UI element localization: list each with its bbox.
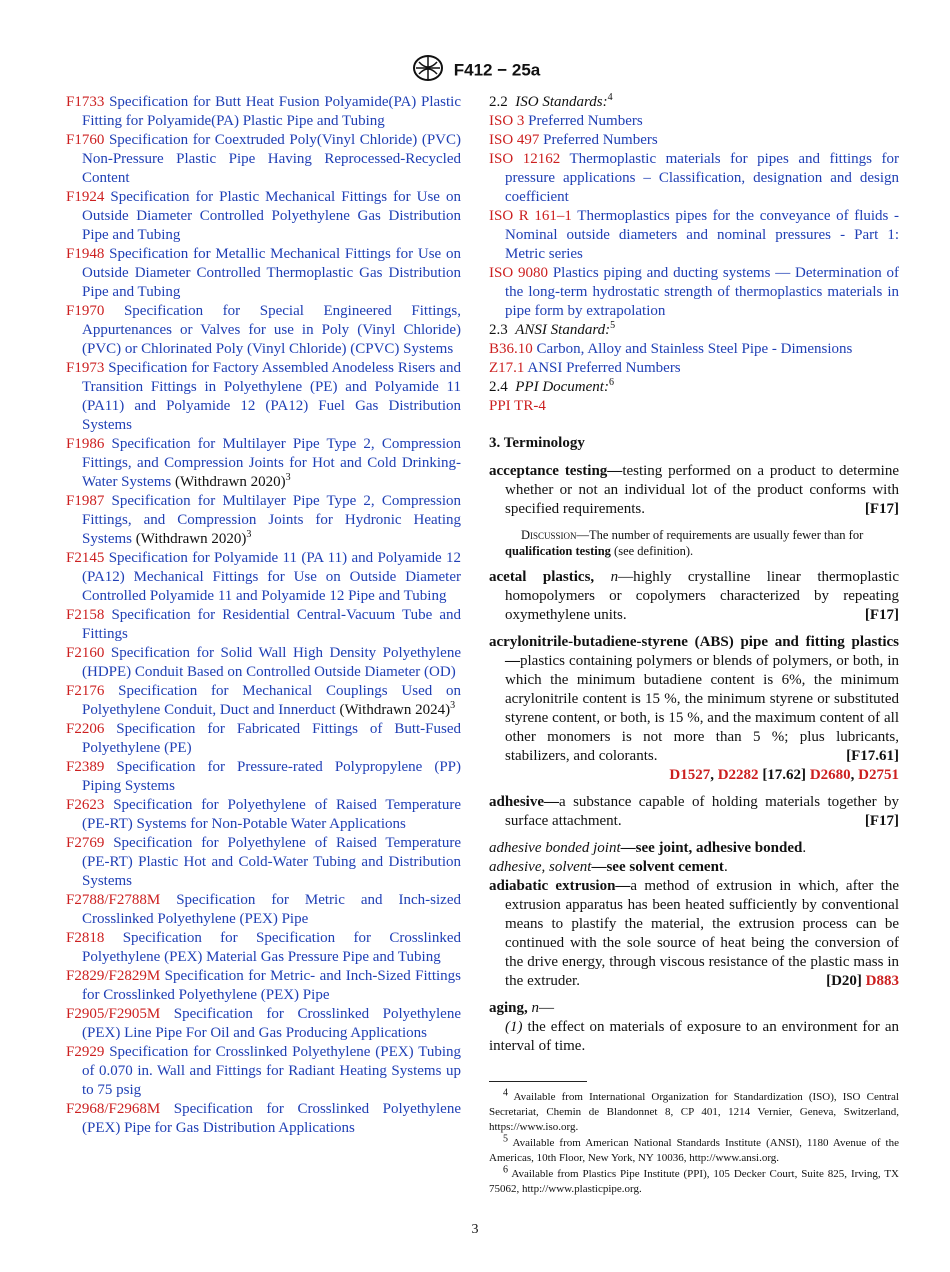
reference-title-link[interactable]: Preferred Numbers (543, 132, 658, 148)
reference-code-link[interactable]: F2158 (66, 607, 105, 623)
document-designation: F412 − 25a (453, 60, 541, 80)
reference-title-link[interactable]: Specification for Special Engineered Fittings, Appurtenances or Valves for use in Poly (Vinyl Chloride) (PVC) or Chlorinated Poly (Vinyl Chloride) (CPVC) Systems (82, 303, 461, 357)
reference-code-link[interactable]: F2968/F2968M (66, 1101, 161, 1117)
footnote-number: 4 (503, 1087, 508, 1099)
iso-reference-list (489, 112, 899, 321)
reference-code-link[interactable]: F1733 (66, 94, 105, 110)
term-adhesive: adhesive—a substance capable of holding materials together by surface attachment. [F17] (489, 794, 899, 829)
reference-title-link[interactable]: Specification for Plastic Mechanical Fittings for Use on Outside Diameter Controlled Polyethylene Gas Distribution Pipe and Tubing (82, 189, 462, 243)
reference-title-link[interactable]: Specification for Crosslinked Polyethylene (PEX) Pipe for Gas Distribution Applications (82, 1101, 461, 1136)
reference-entry (66, 967, 461, 1005)
terminology-heading: 3. Terminology (489, 435, 585, 451)
reference-entry (489, 264, 899, 321)
reference-entry (489, 112, 899, 131)
term-abs-pipe: acrylonitrile-butadiene-styrene (ABS) pipe and fitting plastics —plastics containing polymers or blends of polymers, or both, in which the minimum butadiene content is 6%, the minimum acrylonitrile content is 15 %, the minimum styrene or substituted styrene content, or both, is 15 %, and the maximum content of all other monomers is not more than 5 %; plus lubricants, stabilizers, and colorants. [F17.61] (489, 634, 899, 764)
reference-entry (66, 93, 461, 131)
reference-title-link[interactable]: Specification for Residential Central-Vacuum Tube and Fittings (82, 607, 461, 642)
reference-title-link[interactable]: Specification for Pressure-rated Polypropylene (PP) Piping Systems (82, 759, 461, 794)
reference-entry (489, 359, 899, 378)
reference-entry (489, 131, 899, 150)
reference-code-link[interactable]: F2206 (66, 721, 105, 737)
term-adhesive-solvent: adhesive, solvent—see solvent cement. (489, 859, 728, 875)
reference-title-link[interactable]: Specification for Butt Heat Fusion Polyamide(PA) Plastic Fitting for Polyamide(PA) Plastic Pipe and Tubing (82, 94, 462, 129)
ansi-reference-list (489, 340, 899, 378)
reference-code-link[interactable]: ISO 9080 (489, 265, 548, 281)
reference-title-link[interactable]: Plastics piping and ducting systems — Determination of the long-term hydrostatic strength of thermoplastics materials in pipe form by extrapolation (505, 265, 900, 319)
footnote-marker: 3 (246, 529, 252, 540)
committee-tag: [F17] (864, 607, 899, 623)
withdrawn-note: (Withdrawn 2020) (135, 531, 247, 547)
withdrawn-note: (Withdrawn 2024) (339, 702, 451, 718)
reference-code-link[interactable]: ISO 3 (489, 113, 525, 129)
reference-entry (66, 682, 461, 720)
footnote (489, 1164, 899, 1197)
reference-code-link[interactable]: F2829/F2829M (66, 968, 161, 984)
footnote (489, 1087, 899, 1135)
reference-code-link[interactable]: ISO 12162 (489, 151, 561, 167)
reference-code-link[interactable]: F2176 (66, 683, 105, 699)
ppi-section-heading: 2.4 PPI Document:$^6$ (489, 377, 614, 395)
reference-code-link[interactable]: F1987 (66, 493, 105, 509)
committee-tag: [F17] (864, 501, 899, 517)
footnote-text: Available from American National Standards Institute (ANSI), 1180 Avenue of the Americas, 10th Floor, New York, NY 10036, http://www.ansi.org. (489, 1137, 899, 1164)
reference-code-link[interactable]: F1973 (66, 360, 105, 376)
reference-title-link[interactable]: Carbon, Alloy and Stainless Steel Pipe - Dimensions (536, 341, 853, 357)
footnote-text: Available from International Organization for Standardization (ISO), ISO Central Secretariat, Chemin de Blandonnet 8, CP 401, 1214 Vernier, Geneva, Switzerland, https://www.iso.org. (489, 1091, 899, 1133)
footnotes (489, 1087, 899, 1198)
reference-code-link[interactable]: F1948 (66, 246, 105, 262)
reference-code-link[interactable]: PPI TR-4 (489, 398, 546, 414)
reference-entry (489, 340, 899, 359)
reference-code-link[interactable]: ISO 497 (489, 132, 540, 148)
reference-title-link[interactable]: Specification for Metric and Inch-sized Crosslinked Polyethylene (PEX) Pipe (82, 892, 461, 927)
footnote-marker: 3 (285, 472, 291, 483)
page-header (0, 54, 950, 87)
reference-code-link[interactable]: F1986 (66, 436, 105, 452)
ppi-reference (489, 397, 899, 416)
reference-code-link[interactable]: Z17.1 (489, 360, 525, 376)
iso-section-heading: 2.2 ISO Standards:$^4$ (489, 92, 613, 110)
reference-entry (66, 302, 461, 359)
reference-title-link[interactable]: Specification for Mechanical Couplings Used on Polyethylene Conduit, Duct and Innerduct (82, 683, 461, 718)
committee-tag: [F17] (864, 813, 899, 829)
reference-title-link[interactable]: Specification for Polyethylene of Raised Temperature (PE-RT) Plastic Hot and Cold-Water Tubing and Distribution Systems (82, 835, 462, 889)
reference-entry (66, 549, 461, 606)
reference-title-link[interactable]: Specification for Polyamide 11 (PA 11) and Polyamide 12 (PA12) Mechanical Fittings for Use on Outside Diameter Controlled Polyamide 11 and Polyamide 12 Pipe and Tubing (82, 550, 461, 604)
reference-entry (66, 1005, 461, 1043)
reference-code-link[interactable]: F2145 (66, 550, 105, 566)
reference-title-link[interactable]: Specification for Multilayer Pipe Type 2, Compression Fittings, and Compression Joints for Hot and Cold Drinking-Water Systems (82, 436, 461, 490)
term-adiabatic-extrusion: adiabatic extrusion—a method of extrusion in which, after the extrusion apparatus has been heated sufficiently by conventional means to plastify the material, the extrusion process can be continued with the sole source of heat being the conversion of the drive energy, through viscous resistance of the plastic mass in the extruder. [D20] D883 (489, 878, 899, 989)
reference-entry (66, 834, 461, 891)
reference-entry (66, 929, 461, 967)
term-aging: aging, n— (489, 1000, 555, 1016)
reference-code-link[interactable]: F2623 (66, 797, 105, 813)
reference-title-link[interactable]: Specification for Metric- and Inch-Sized Fittings for Crosslinked Polyethylene (PEX) Pipe (82, 968, 461, 1003)
reference-title-link[interactable]: Specification for Specification for Crosslinked Polyethylene (PEX) Material Gas Pressure Pipe and Tubing (82, 930, 461, 965)
reference-entry (66, 796, 461, 834)
discussion-note: Discussion—The number of requirements are usually fewer than for qualification testing (see definition). (505, 528, 864, 558)
reference-entry (66, 492, 461, 549)
term-acetal-plastics: acetal plastics, n—highly crystalline linear thermoplastic homopolymers or copolymers characterized by repeating oxymethylene units. [F17] (489, 569, 900, 623)
reference-code-link[interactable]: B36.10 (489, 341, 533, 357)
reference-code-link[interactable]: D1527 (669, 767, 711, 783)
left-column (66, 93, 461, 1138)
footnote-divider (489, 1081, 587, 1082)
reference-title-link[interactable]: Specification for Metallic Mechanical Fittings for Use on Outside Diameter Controlled Thermoplastic Gas Distribution Pipe and Tubing (82, 246, 461, 300)
footnote-number: 6 (503, 1164, 508, 1176)
reference-code-link[interactable]: F1760 (66, 132, 105, 148)
footnote-marker: 3 (450, 700, 456, 711)
footnote (489, 1133, 899, 1166)
reference-entry (66, 606, 461, 644)
term-adhesive-bonded-joint: adhesive bonded joint—see joint, adhesive bonded. (489, 840, 807, 856)
abs-references: D1527, D2282 [17.62] D2680, D2751 (669, 767, 899, 783)
reference-entry (66, 891, 461, 929)
reference-code-link[interactable]: D2680 (809, 767, 851, 783)
astm-logo-icon (410, 54, 446, 87)
reference-entry (66, 720, 461, 758)
reference-entry (66, 131, 461, 188)
reference-title-link[interactable]: Specification for Crosslinked Polyethylene (PEX) Line Pipe For Oil and Gas Producing Applications (82, 1006, 461, 1041)
reference-entry (489, 207, 899, 264)
reference-title-link[interactable]: Specification for Solid Wall High Density Polyethylene (HDPE) Conduit Based on Controlled Outside Diameter (OD) (82, 645, 462, 680)
footnote-number: 5 (503, 1133, 508, 1145)
reference-code-link[interactable]: F2929 (66, 1044, 105, 1060)
reference-code-link[interactable]: F2788/F2788M (66, 892, 161, 908)
reference-code-link[interactable]: D883 (865, 973, 899, 989)
reference-code-link[interactable]: F1970 (66, 303, 105, 319)
reference-code-link[interactable]: F2818 (66, 930, 105, 946)
reference-title-link[interactable]: Specification for Factory Assembled Anodeless Risers and Transition Fittings in Polyethylene (PE) and Polyamide 11 (PA11) and Polyamide 12 (PA12) Fuel Gas Distribution Systems (82, 360, 461, 433)
reference-code-link[interactable]: F2769 (66, 835, 105, 851)
withdrawn-note: (Withdrawn 2020) (174, 474, 286, 490)
aging-definition-1: (1) the effect on materials of exposure to an environment for an interval of time. (489, 1019, 900, 1054)
term-acceptance-testing: acceptance testing—testing performed on a product to determine whether or not an individual lot of the product conforms with specified requirements. [F17] (489, 463, 899, 517)
reference-title-link[interactable]: Thermoplastics pipes for the conveyance of fluids - Nominal outside diameters and nominal pressures - Part 1: Metric series (505, 208, 900, 262)
reference-title-link[interactable]: Specification for Coextruded Poly(Vinyl Chloride) (PVC) Non-Pressure Plastic Pipe Having Reprocessed-Recycled Content (82, 132, 462, 186)
committee-tag: [D20] D883 (826, 973, 899, 989)
reference-entry (66, 359, 461, 435)
reference-code-link[interactable]: F2160 (66, 645, 105, 661)
reference-code-link[interactable]: D2751 (858, 767, 899, 783)
committee-tag: [F17.61] (846, 748, 899, 764)
reference-entry (66, 644, 461, 682)
reference-code-link[interactable]: F1924 (66, 189, 105, 205)
reference-entry (66, 1043, 461, 1100)
reference-code-link[interactable]: ISO R 161–1 (489, 208, 572, 224)
right-column (489, 93, 899, 1056)
reference-title-link[interactable]: Specification for Crosslinked Polyethylene (PEX) Tubing of 0.070 in. Wall and Fittings for Radiant Heating Systems up to 75 psig (82, 1044, 462, 1098)
reference-code-link[interactable]: F2905/F2905M (66, 1006, 161, 1022)
reference-entry (489, 150, 899, 207)
reference-title-link[interactable]: Specification for Fabricated Fittings of Butt-Fused Polyethylene (PE) (82, 721, 461, 756)
reference-title-link[interactable]: Thermoplastic materials for pipes and fittings for pressure applications – Classification, designation and design coefficient (505, 151, 900, 205)
reference-code-link[interactable]: D2282 (717, 767, 759, 783)
reference-entry (66, 435, 461, 492)
reference-code-link[interactable]: F2389 (66, 759, 105, 775)
footnote-text: Available from Plastics Pipe Institute (PPI), 105 Decker Court, Suite 825, Irving, TX 75062, http://www.plasticpipe.org. (489, 1168, 899, 1195)
page-number: 3 (471, 1222, 479, 1237)
reference-entry (66, 245, 461, 302)
reference-entry (66, 758, 461, 796)
reference-title-link[interactable]: Preferred Numbers (528, 113, 643, 129)
reference-title-link[interactable]: Specification for Polyethylene of Raised Temperature (PE-RT) Systems for Non-Potable Water Applications (82, 797, 462, 832)
reference-title-link[interactable]: ANSI Preferred Numbers (527, 360, 681, 376)
ansi-section-heading: 2.3 ANSI Standard:$^5$ (489, 320, 616, 338)
reference-entry (66, 188, 461, 245)
reference-title-link[interactable]: Specification for Multilayer Pipe Type 2, Compression Fittings, and Compression Joints for Hydronic Heating Systems (82, 493, 461, 547)
reference-entry (66, 1100, 461, 1138)
